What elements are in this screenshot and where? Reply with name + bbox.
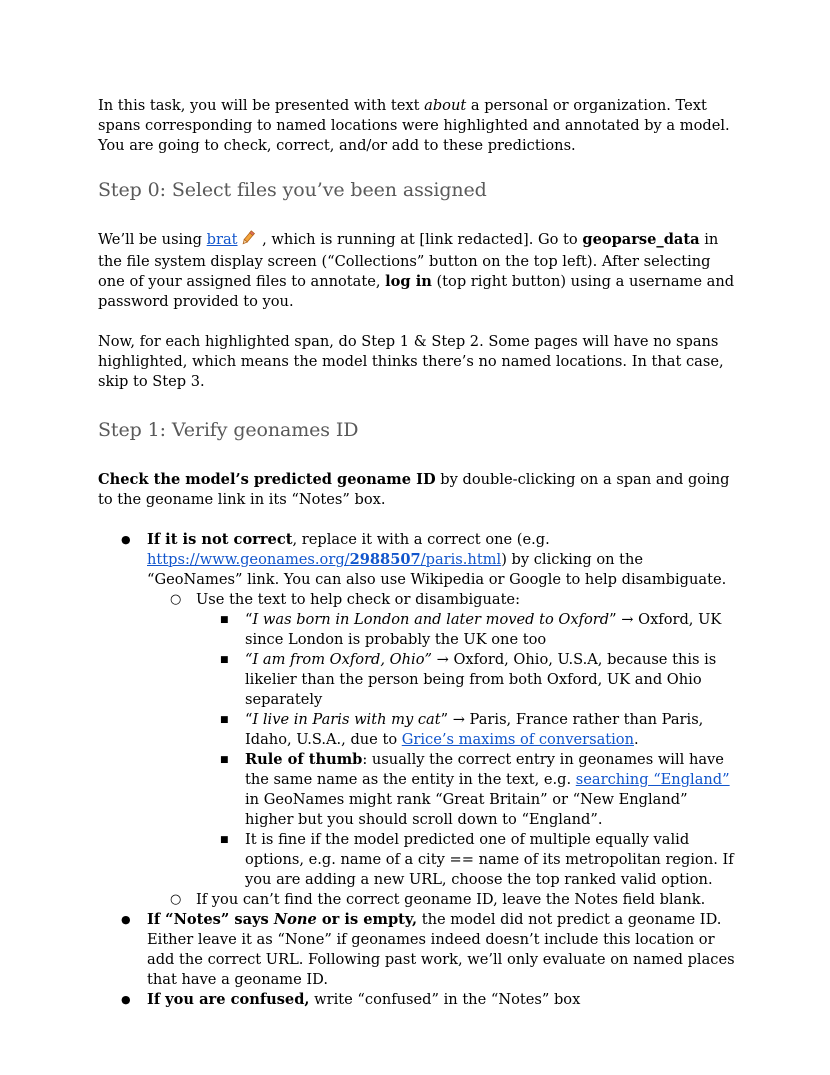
grice-maxims-link[interactable]: Grice’s maxims of conversation	[401, 731, 634, 748]
list-item: ● If it is not correct, replace it with a correct one (e.g. https://www.geonames.org/2988507/paris.html) by clicking on the “GeoNames” link. You can also use Wikipedia or Google to help disambiguate.	[121, 531, 727, 588]
step1-list	[98, 530, 738, 1010]
intro-paragraph: In this task, you will be presented with text about a personal or organization. Text spans corresponding to named locations were highlighted and annotated by a model. You are going to check, correct, and/or add to these predictions.	[98, 97, 730, 154]
bullet: ■	[220, 655, 229, 665]
list-item: ■ “I am from Oxford, Ohio” → Oxford, Ohio, U.S.A, because this is likelier than the person being from both Oxford, UK and Ohio separately	[220, 651, 717, 708]
list-item: ● If “Notes” says None or is empty, the model did not predict a geoname ID. Either leave it as “None” if geonames indeed doesn’t include this location or add the correct URL. Following past work, we’ll only evaluate on named places that have a geoname ID.	[121, 911, 735, 988]
list-item: ● If you are confused, write “confused” in the “Notes” box	[121, 991, 581, 1008]
bullet: ●	[121, 993, 131, 1006]
bullet: ●	[121, 913, 131, 926]
list-item: ■ “I live in Paris with my cat” → Paris, France rather than Paris, Idaho, U.S.A., due to Grice’s maxims of conversation.	[220, 711, 704, 748]
bullet: ■	[220, 615, 229, 625]
bullet: ○	[170, 892, 182, 907]
brat-pencil-icon	[240, 230, 256, 252]
brat-link[interactable]: brat	[206, 231, 238, 248]
bullet: ■	[220, 835, 229, 845]
list-item: ○ Use the text to help check or disambiguate:	[170, 591, 520, 608]
step1-heading: Step 1: Verify geonames ID	[98, 419, 359, 441]
bullet: ●	[121, 533, 131, 546]
step1-paragraph-1: Check the model’s predicted geoname ID by double-clicking on a span and going to the geoname link in its “Notes” box.	[98, 471, 730, 508]
bullet: ■	[220, 755, 229, 765]
geonames-example-link[interactable]: https://www.geonames.org/2988507/paris.html	[147, 551, 502, 568]
bullet: ○	[170, 592, 182, 607]
list-item: ○ If you can’t find the correct geoname ID, leave the Notes field blank.	[170, 891, 706, 908]
step0-paragraph-1: We’ll be using brat , which is running at [link redacted]. Go to geoparse_data in the file system display screen (“Collections” button on the top left). After selecting one of your assigned files to annotate, log in (top right button) using a username and password provided to you.	[98, 231, 735, 310]
document-content	[98, 96, 738, 1010]
searching-england-link[interactable]: searching “England”	[575, 771, 730, 788]
bullet: ■	[220, 715, 229, 725]
list-item: ■ “I was born in London and later moved to Oxford” → Oxford, UK since London is probably the UK one too	[220, 611, 722, 648]
list-item: ■ Rule of thumb: usually the correct entry in geonames will have the same name as the entity in the text, e.g. searching “England” in GeoNames might rank “Great Britain” or “New England” higher but you should scroll down to “England”.	[220, 751, 730, 828]
step0-heading: Step 0: Select files you’ve been assigned	[98, 179, 487, 201]
list-item: ■ It is fine if the model predicted one of multiple equally valid options, e.g. name of a city == name of its metropolitan region. If you are adding a new URL, choose the top ranked valid option.	[220, 831, 734, 888]
step0-paragraph-2: Now, for each highlighted span, do Step 1 & Step 2. Some pages will have no spans highlighted, which means the model thinks there’s no named locations. In that case, skip to Step 3.	[98, 333, 724, 390]
